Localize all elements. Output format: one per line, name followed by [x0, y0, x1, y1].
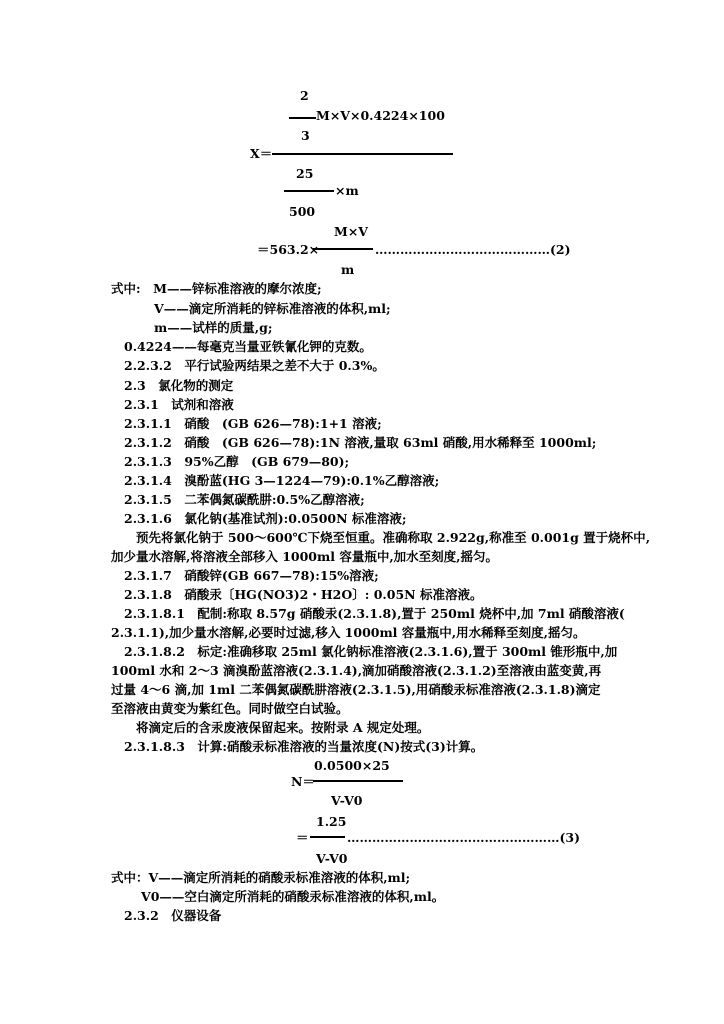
clause-text: 2.3.1.8.1 配制:称取 8.57g 硝酸汞(2.3.1.8),置于 250ml 烧杯中,加 7ml 硝酸溶液(	[124, 606, 625, 621]
formula-2-num: M×V	[334, 224, 369, 239]
formula-3-num1: 0.0500×25	[314, 758, 390, 773]
formula-3-den2: V-V0	[316, 851, 348, 866]
paragraph-text: 将滴定后的含汞废液保留起来。按附录 A 规定处理。	[136, 720, 430, 735]
clause-text: 2.3.1.1 硝酸 (GB 626—78):1+1 溶液;	[124, 416, 382, 431]
fraction-line	[289, 117, 316, 119]
legend-line: V——滴定所消耗的锌标准溶液的体积,ml;	[154, 301, 391, 316]
formula-2-leader-dots: ……………………………………(2)	[375, 242, 571, 257]
clause-text: 2.2.3.2 平行试验两结果之差不大于 0.3%。	[124, 358, 385, 373]
clause-text: 2.3.1.8.3 计算:硝酸汞标准溶液的当量浓度(N)按式(3)计算。	[124, 739, 484, 754]
formula-3-leader-dots: ……………………………………………(3)	[347, 830, 581, 845]
formula-3-den1: V-V0	[331, 793, 363, 808]
legend-line: 0.4224——每毫克当量亚铁氰化钾的克数。	[124, 339, 372, 354]
formula-x-bot-rest: ×m	[335, 183, 359, 198]
formula-x-bot-num: 25	[296, 166, 314, 181]
clause-text: 2.3.1.8 硝酸汞〔HG(NO3)2・H2O〕: 0.05N 标准溶液。	[124, 587, 483, 602]
clause-text: 2.3.1.4 溴酚蓝(HG 3—1224—79):0.1%乙醇溶液;	[124, 473, 440, 488]
legend-line: 式中: M——锌标准溶液的摩尔浓度;	[111, 281, 322, 296]
formula-3-num2: 1.25	[316, 814, 347, 829]
clause-text: 2.3.1.8.2 标定:准确移取 25ml 氯化钠标准溶液(2.3.1.6),置于 300ml 锥形瓶中,加	[124, 644, 618, 659]
formula-x-top-den: 3	[301, 128, 310, 143]
section-heading: 2.3.1 试剂和溶液	[124, 397, 234, 412]
clause-text: 2.3.1.6 氯化钠(基准试剂):0.0500N 标准溶液;	[124, 511, 407, 526]
formula-x-lhs: X＝	[250, 146, 273, 161]
paragraph-text: 至溶液由黄变为紫红色。同时做空白试验。	[111, 701, 349, 716]
formula-3-eq: ＝	[296, 830, 309, 845]
paragraph-text: 100ml 水和 2～3 滴溴酚蓝溶液(2.3.1.4),滴加硝酸溶液(2.3.1.2)至溶液由蓝变黄,再	[111, 663, 602, 678]
paragraph-text: 过量 4～6 滴,加 1ml 二苯偶氮碳酰肼溶液(2.3.1.5),用硝酸汞标准溶液(2.3.1.8)滴定	[111, 682, 601, 697]
paragraph-text: 预先将氯化钠于 500～600℃下烧至恒重。准确称取 2.922g,称准至 0.001g 置于烧杯中,	[136, 530, 651, 545]
main-fraction-line	[272, 153, 453, 155]
formula-x-bot-den: 500	[289, 204, 316, 219]
clause-text: 2.3.1.2 硝酸 (GB 626—78):1N 溶液,量取 63ml 硝酸,用水稀释至 1000ml;	[124, 435, 597, 450]
formula-3-lhs: N＝	[291, 774, 315, 789]
paragraph-text: 加少量水溶解,将溶液全部移入 1000ml 容量瓶中,加水至刻度,摇匀。	[111, 549, 499, 564]
formula-2-den: m	[341, 262, 355, 277]
formula-2-prefix: ＝563.2×	[257, 242, 320, 257]
section-heading: 2.3.2 仪器设备	[124, 908, 222, 923]
legend-line: V0——空白滴定所消耗的硝酸汞标准溶液的体积,ml。	[141, 889, 445, 904]
fraction-line	[313, 780, 403, 782]
paragraph-text: 2.3.1.1),加少量水溶解,必要时过滤,移入 1000ml 容量瓶中,用水稀释至刻度,摇匀。	[111, 625, 586, 640]
section-heading: 2.3 氯化物的测定	[124, 378, 234, 393]
clause-text: 2.3.1.7 硝酸锌(GB 667—78):15%溶液;	[124, 568, 379, 583]
clause-text: 2.3.1.5 二苯偶氮碳酰肼:0.5%乙醇溶液;	[124, 492, 365, 507]
formula-x-top-rest: M×V×0.4224×100	[316, 108, 445, 123]
fraction-line	[313, 248, 373, 250]
legend-line: 式中：V——滴定所消耗的硝酸汞标准溶液的体积,ml;	[111, 870, 411, 885]
clause-text: 2.3.1.3 95%乙醇 (GB 679—80);	[124, 454, 350, 469]
formula-x-top-num: 2	[300, 88, 309, 103]
fraction-line	[310, 836, 345, 838]
legend-line: m——试样的质量,g;	[154, 320, 273, 335]
fraction-line	[284, 190, 334, 192]
